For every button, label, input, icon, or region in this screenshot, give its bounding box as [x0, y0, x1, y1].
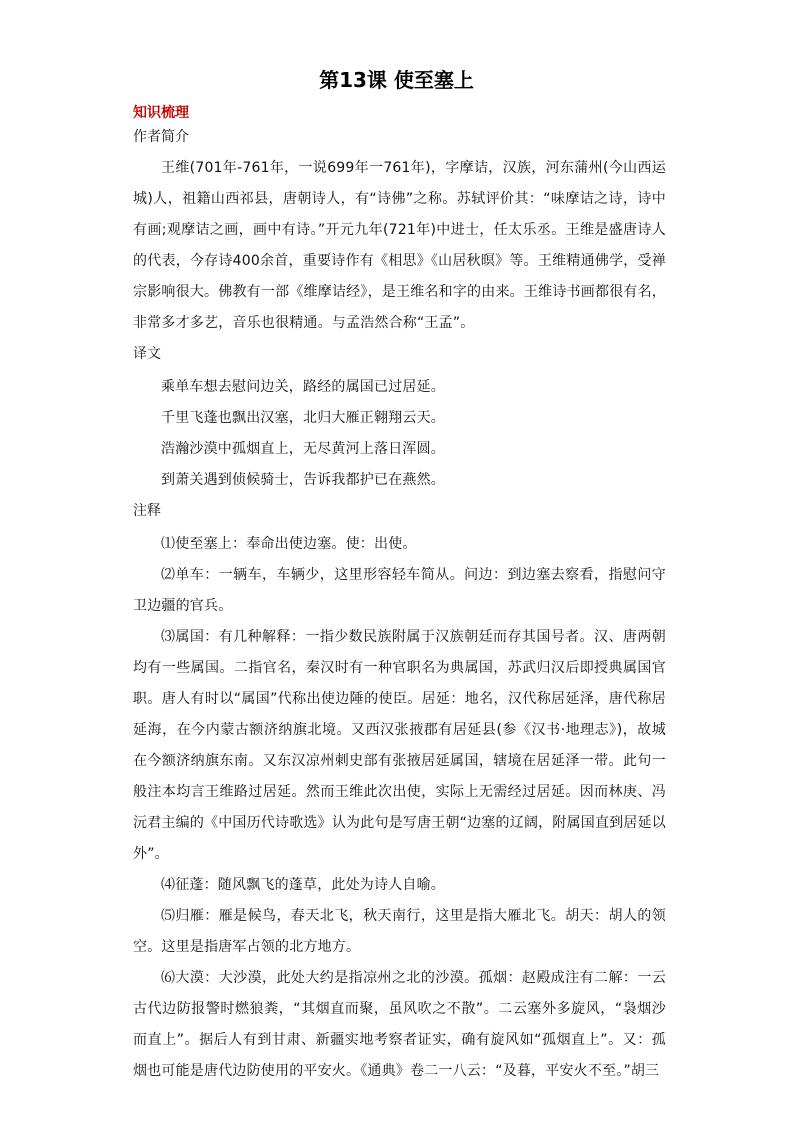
notes-body — [133, 529, 666, 1087]
translation-line: 浩瀚沙漠中孤烟直上，无尽黄河上落日浑圆。 — [161, 441, 445, 457]
section-label: 知识梳理 — [133, 105, 189, 121]
translation-heading: 译文 — [133, 346, 161, 362]
translation-line: 千里飞蓬也飘出汉塞，北归大雁正翱翔云天。 — [161, 410, 445, 426]
note-item: ⑸归雁：雁是候鸟，春天北飞，秋天南行，这里是指大雁北飞。胡天：胡人的领空。这里是指唐军占领的北方地方。 — [133, 908, 666, 955]
note-item: ⑵单车：一辆车，车辆少，这里形容轻车简从。问边：到边塞去察看，指慰问守卫边疆的官兵。 — [133, 567, 666, 614]
note-item: ⑶属国：有几种解释：一指少数民族附属于汉族朝廷而存其国号者。汉、唐两朝均有一些属国。二指官名，秦汉时有一种官职名为典属国，苏武归汉后即授典属国官职。唐人有时以“属国”代称出使边陲的使臣。居延：地名，汉代称居延泽，唐代称居延海，在今内蒙古额济纳旗北境。又西汉张掖郡有居延县(参《汉书·地理志》)，故城在今额济纳旗东南。又东汉凉州刺史部有张掖居延属国，辖境在居延泽一带。此句一般注本均言王维路过居延。然而王维此次出使，实际上无需经过居延。因而林庚、冯沅君主编的《中国历代诗歌选》认为此句是写唐王朝“边塞的辽阔，附属国直到居延以外”。 — [133, 629, 666, 862]
author-heading: 作者简介 — [133, 129, 189, 145]
author-intro — [133, 153, 666, 339]
author-paragraph: 王维(701年-761年，一说699年一761年)，字摩诘，汉族，河东蒲州(今山西运城)人，祖籍山西祁县，唐朝诗人，有“诗佛”之称。苏轼评价其：“味摩诘之诗，诗中有画;观摩诘之画，画中有诗。”开元九年(721年)中进士，任太乐丞。王维是盛唐诗人的代表，今存诗400余首，重要诗作有《相思》《山居秋暝》等。王维精通佛学，受禅宗影响很大。佛教有一部《维摩诘经》，是王维名和字的由来。王维诗书画都很有名，非常多才多艺，音乐也很精通。与孟浩然合称“王孟”。 — [133, 160, 666, 331]
translation-line: 乘单车想去慰问边关，路经的属国已过居延。 — [161, 379, 445, 395]
translation-line: 到萧关遇到侦候骑士，告诉我都护已在燕然。 — [161, 472, 445, 488]
translation-body — [133, 372, 666, 496]
note-item: ⑴使至塞上：奉命出使边塞。使：出使。 — [161, 536, 417, 552]
notes-heading: 注释 — [133, 503, 161, 519]
note-item: ⑹大漠：大沙漠，此处大约是指凉州之北的沙漠。孤烟：赵殿成注有二解：一云古代边防报警时燃狼粪，“其烟直而聚，虽风吹之不散”。二云塞外多旋风，“袅烟沙而直上”。据后人有到甘肃、新疆实地考察者证实，确有旋风如“孤烟直上”。又：孤烟也可能是唐代边防使用的平安火。《通典》卷二一八云：“及暮，平安火不至。”胡三 — [133, 970, 666, 1079]
page-title: 第13课 使至塞上 — [319, 68, 474, 92]
note-item: ⑷征蓬：随风飘飞的蓬草，此处为诗人自喻。 — [161, 877, 445, 893]
